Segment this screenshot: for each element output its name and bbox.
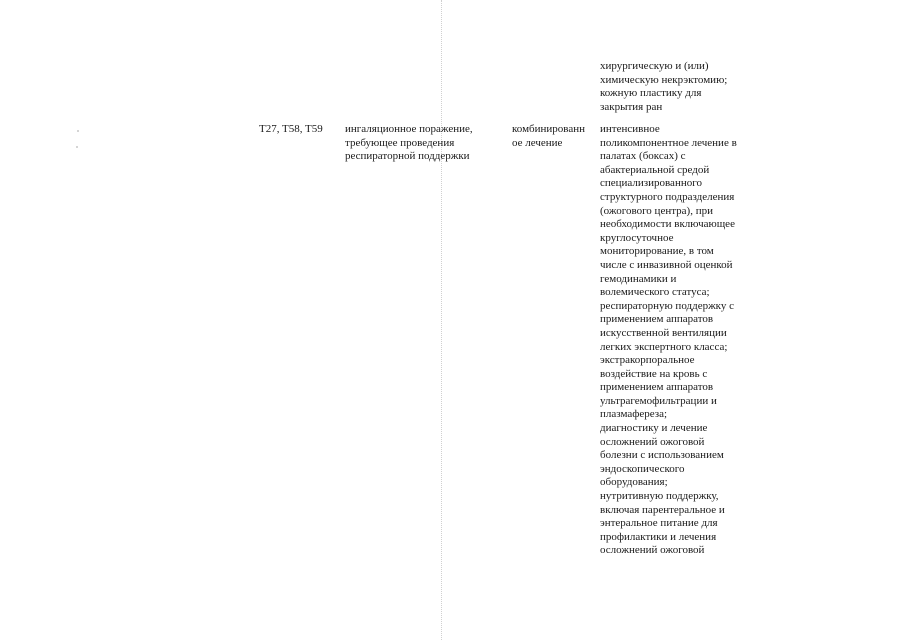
treatment-method-cell: интенсивное поликомпонентное лечение в палатах (боксах) с абактериальной средой специализированного структурного подразделения (ожогового центра), при необходимости включающее круглосуточное мониторирование, в том числе с инвазивной оценкой гемодинамики и волемического статуса; респираторную поддержку с применением аппаратов искусственной вентиляции легких экспертного класса; экстракорпоральное воздействие на кровь с применением аппаратов ультрагемофильтрации и плазмафереза; диагностику и лечение осложнений ожоговой болезни с использованием эндоскопического оборудования; нутритивную поддержку, включая парентеральное и энтеральное питание для профилактики и лечения осложнений ожоговой — [600, 123, 737, 557]
icd-codes-cell: T27, T58, T59 — [259, 123, 323, 135]
scan-speck — [76, 146, 78, 148]
condition-cell: ингаляционное поражение, требующее проведения респираторной поддержки — [345, 123, 473, 163]
scan-speck — [77, 130, 79, 132]
treatment-type-cell: комбинированн ое лечение — [512, 123, 585, 149]
continued-method-cell: хирургическую и (или) химическую некрэктомию; кожную пластику для закрытия ран — [600, 60, 728, 113]
page-fold-line — [441, 0, 442, 640]
